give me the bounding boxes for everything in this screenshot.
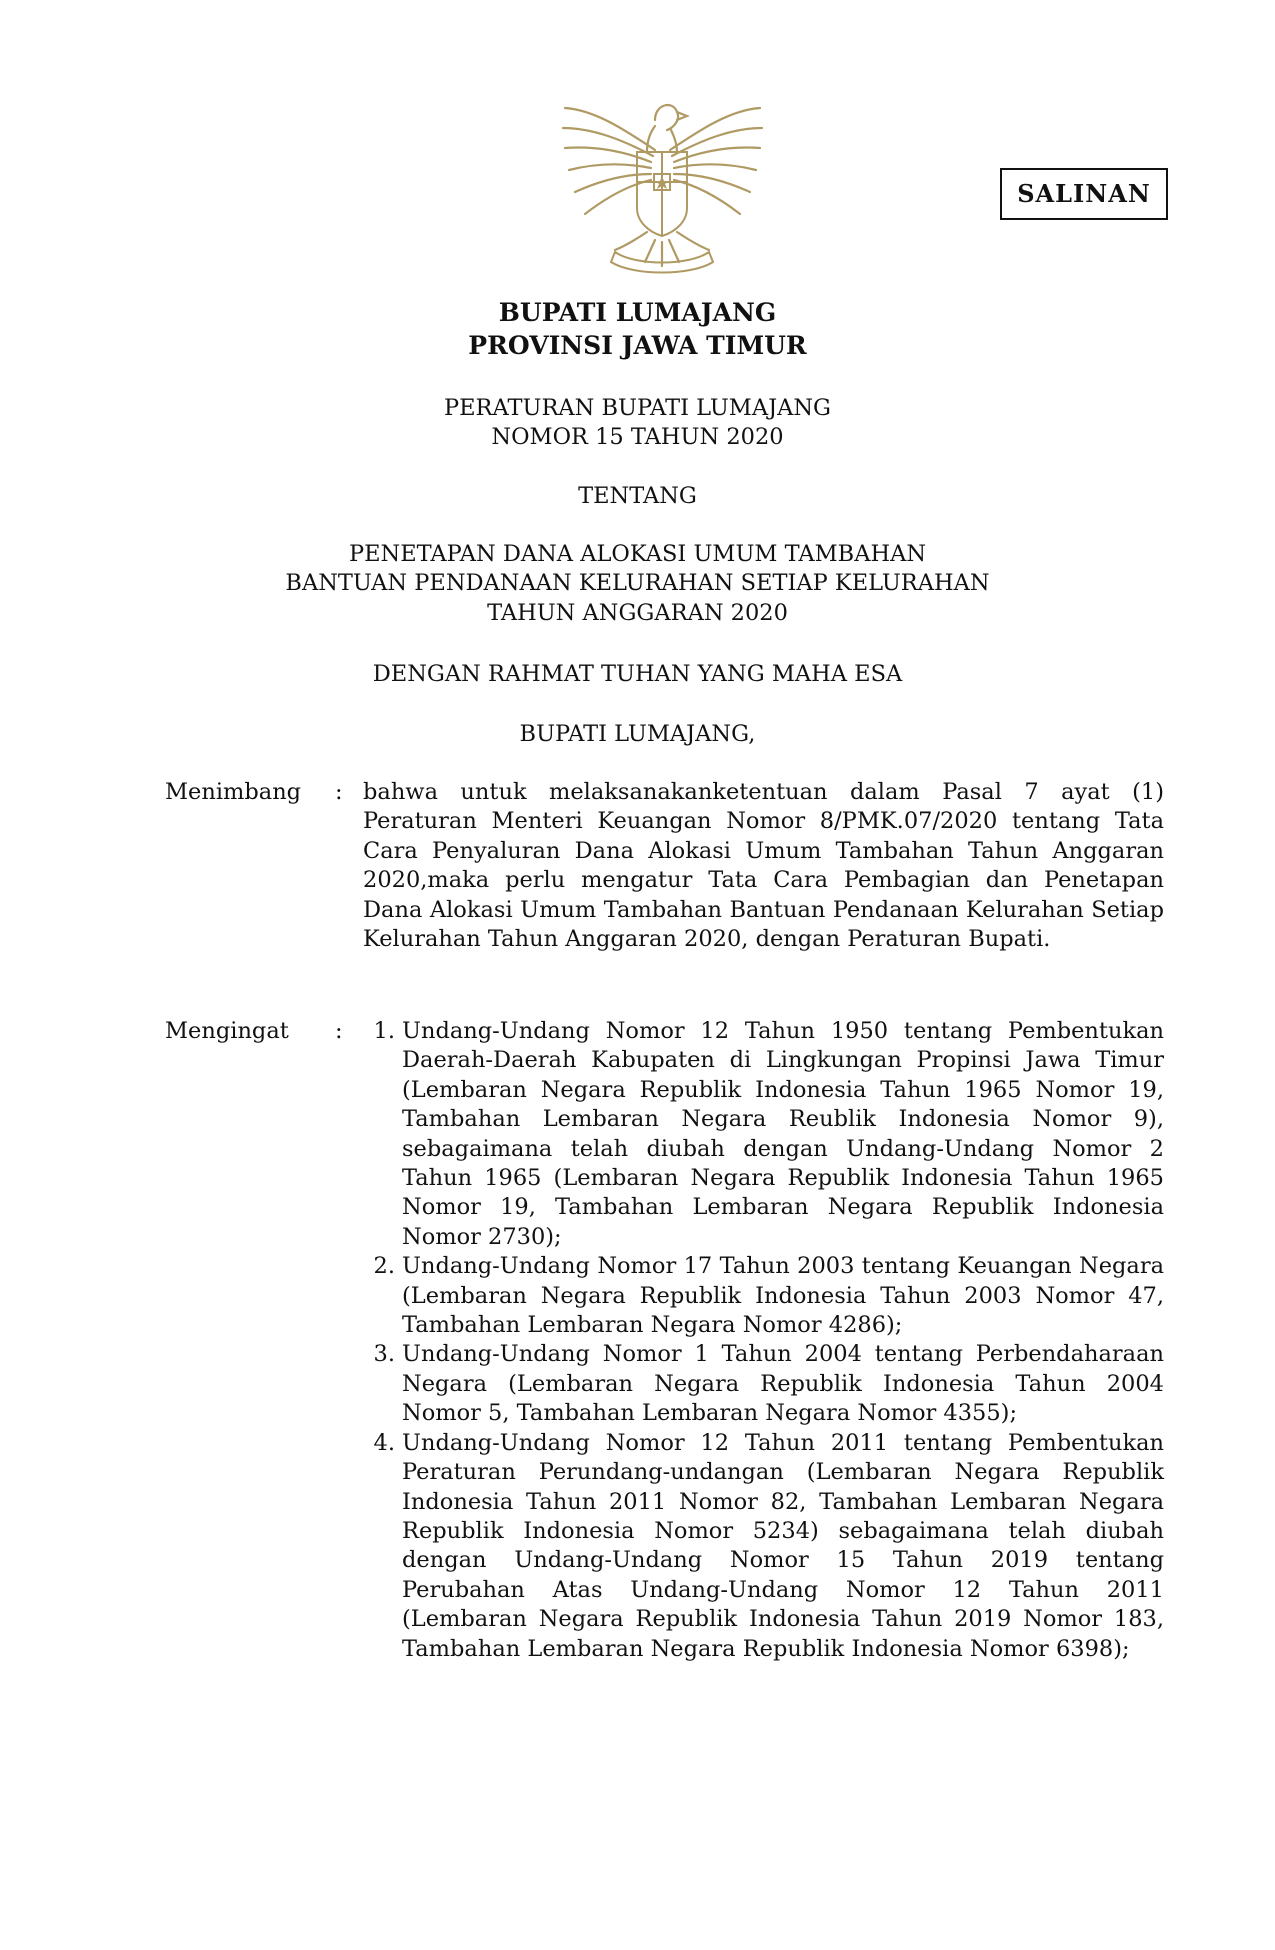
menimbang-label: Menimbang	[165, 779, 302, 805]
list-item-number: 3.	[373, 1341, 395, 1368]
title-line-3: TAHUN ANGGARAN 2020	[487, 599, 788, 626]
regulation-title	[0, 540, 1275, 628]
title-line-2: BANTUAN PENDANAAN KELURAHAN SETIAP KELURAHAN	[285, 570, 990, 597]
menimbang-text: bahwa untuk melaksanakanketentuan dalam Pasal 7 ayat (1) Peraturan Menteri Keuangan Nomor 8/PMK.07/2020 tentang Tata Cara Penyaluran Dana Alokasi Umum Tambahan Tahun Anggaran 2020,maka perlu mengatur Tata Cara Pembagian dan Penetapan Dana Alokasi Umum Tambahan Bantuan Pendanaan Kelurahan Setiap Kelurahan Tahun Anggaran 2020, dengan Peraturan Bupati.	[363, 779, 1164, 953]
title-line-1: PENETAPAN DANA ALOKASI UMUM TAMBAHAN	[348, 541, 927, 567]
issuer-heading	[0, 296, 1275, 362]
list-item-text: Undang-Undang Nomor 12 Tahun 2011 tentang Pembentukan Peraturan Perundang-undangan (Lembaran Negara Republik Indonesia Tahun 2011 Nomor 82, Tambahan Lembaran Negara Republik Indonesia Nomor 5234) sebagaimana telah diubah dengan Undang-Undang Nomor 15 Tahun 2019 tentang Perubahan Atas Undang-Undang Nomor 12 Tahun 2011 (Lembaran Negara Republik Indonesia Tahun 2019 Nomor 183, Tambahan Lembaran Negara Republik Indonesia Nomor 6398);	[402, 1429, 1164, 1662]
issuer-line-1: BUPATI LUMAJANG	[498, 298, 777, 327]
blessing-line: DENGAN RAHMAT TUHAN YANG MAHA ESA	[372, 661, 903, 687]
about-heading: TENTANG	[578, 483, 697, 509]
list-item-number: 1.	[373, 1018, 395, 1044]
list-item-number: 4.	[373, 1429, 395, 1456]
mengingat-colon: :	[335, 1018, 343, 1044]
salinan-stamp: SALINAN	[1000, 168, 1168, 220]
regulation-number: NOMOR 15 TAHUN 2020	[491, 424, 784, 451]
authority-line: BUPATI LUMAJANG,	[519, 721, 756, 747]
list-item	[373, 1252, 1164, 1340]
issuer-line-2: PROVINSI JAWA TIMUR	[468, 331, 807, 360]
regulation-heading	[0, 394, 1275, 453]
list-item-text: Undang-Undang Nomor 1 Tahun 2004 tentang Perbendaharaan Negara (Lembaran Negara Republik Indonesia Tahun 2004 Nomor 5, Tambahan Lembaran Negara Nomor 4355);	[402, 1341, 1164, 1427]
menimbang-colon: :	[335, 779, 343, 805]
list-item	[373, 1340, 1164, 1428]
list-item	[373, 1429, 1164, 1664]
list-item	[373, 1017, 1164, 1252]
regulation-line-1: PERATURAN BUPATI LUMAJANG	[443, 395, 832, 421]
mengingat-list	[373, 1017, 1164, 1664]
list-item-number: 2.	[373, 1253, 395, 1280]
list-item-text: Undang-Undang Nomor 17 Tahun 2003 tentang Keuangan Negara (Lembaran Negara Republik Indonesia Tahun 2003 Nomor 47, Tambahan Lembaran Negara Nomor 4286);	[402, 1253, 1164, 1339]
list-item-text: Undang-Undang Nomor 12 Tahun 1950 tentang Pembentukan Daerah-Daerah Kabupaten di Lingkungan Propinsi Jawa Timur (Lembaran Negara Republik Indonesia Tahun 1965 Nomor 19, Tambahan Lembaran Negara Reublik Indonesia Nomor 9), sebagaimana telah diubah dengan Undang-Undang Nomor 2 Tahun 1965 (Lembaran Negara Republik Indonesia Tahun 1965 Nomor 19, Tambahan Lembaran Negara Republik Indonesia Nomor 2730);	[402, 1018, 1164, 1250]
garuda-emblem-icon	[555, 90, 770, 278]
mengingat-label: Mengingat	[165, 1018, 289, 1044]
